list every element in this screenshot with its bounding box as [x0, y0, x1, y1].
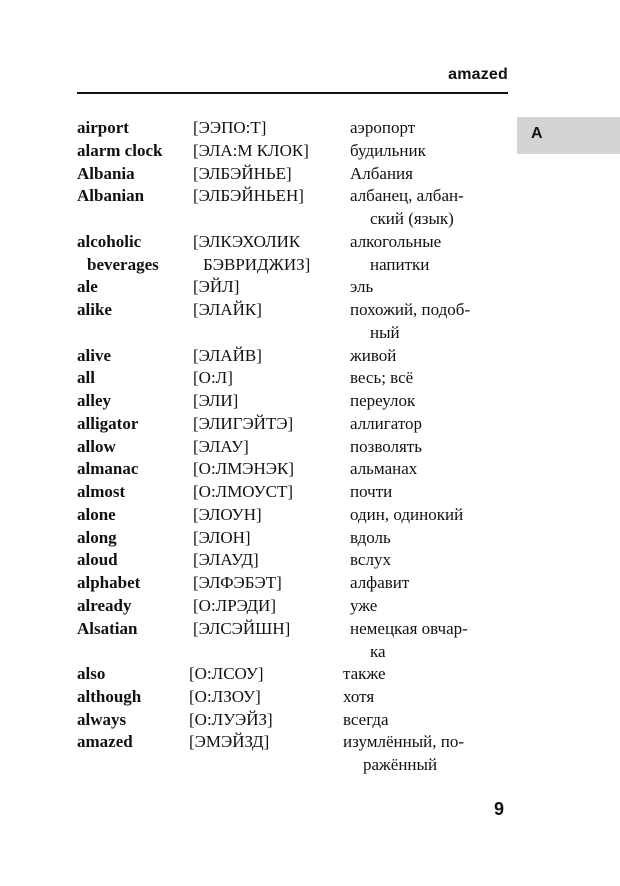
- entry-transcription-line: [О:ЛСОУ]: [189, 664, 264, 683]
- entry-headword-line: beverages: [87, 254, 159, 274]
- entry-headword-line: ale: [77, 277, 98, 297]
- entry-translation-line: всегда: [343, 709, 389, 729]
- entry-transcription: [193, 366, 233, 389]
- entry-headword-line: alphabet: [77, 573, 141, 592]
- entry-headword: [77, 366, 95, 389]
- dictionary-entry: [77, 526, 507, 549]
- entry-translation-line: живой: [350, 345, 397, 365]
- entry-transcription-line: [ЭМЭЙЗД]: [189, 732, 270, 752]
- dictionary-entry: [77, 275, 507, 298]
- dictionary-entry: [77, 298, 507, 344]
- entry-headword-line: Albania: [77, 163, 135, 183]
- entry-transcription-line: [ЭЛАУ]: [193, 436, 249, 456]
- entry-headword: [77, 116, 129, 139]
- entry-transcription: [193, 571, 282, 594]
- entry-translation-line: вслух: [350, 550, 391, 570]
- entry-translation: [350, 435, 422, 458]
- entry-headword: [77, 503, 116, 526]
- entry-transcription-line: [ЭЛИ]: [193, 391, 239, 410]
- entry-translation: [350, 275, 373, 298]
- dictionary-entry: [77, 389, 507, 412]
- entry-headword: [77, 571, 140, 594]
- entry-transcription-line: [ЭЛАЙВ]: [193, 345, 262, 365]
- entry-translation: [343, 708, 389, 731]
- dictionary-entry: [77, 662, 507, 685]
- entry-transcription-line: БЭВРИДЖИЗ]: [203, 254, 311, 274]
- entry-transcription: [193, 594, 276, 617]
- entry-transcription-line: [ЭЙЛ]: [193, 277, 240, 297]
- entry-headword: [77, 275, 98, 298]
- entry-transcription: [189, 708, 273, 731]
- entry-translation: [350, 571, 409, 594]
- dictionary-entry: [77, 184, 507, 230]
- entry-headword-line: alarm clock: [77, 140, 163, 160]
- entry-transcription-line: [О:ЛМОУСТ]: [193, 482, 294, 501]
- entry-transcription: [193, 526, 251, 549]
- entry-transcription: [189, 730, 269, 753]
- entry-translation: [350, 594, 377, 617]
- entry-transcription: [189, 685, 261, 708]
- entry-transcription: [193, 162, 292, 185]
- entry-transcription-line: [ЭЛКЭХОЛИК: [193, 231, 301, 251]
- dictionary-entry: [77, 571, 507, 594]
- entry-transcription-line: [ЭЭПО:Т]: [193, 118, 267, 137]
- entry-translation-line: альманах: [350, 459, 418, 479]
- entry-headword: [77, 389, 111, 412]
- entry-transcription-line: [ЭЛСЭЙШН]: [193, 618, 291, 638]
- entry-transcription: [193, 116, 266, 139]
- entry-translation-line: аэропорт: [350, 118, 416, 137]
- entry-headword: [77, 230, 159, 276]
- entry-transcription: [193, 275, 239, 298]
- entry-transcription-line: [О:ЛРЭДИ]: [193, 595, 276, 615]
- dictionary-entry: [77, 435, 507, 458]
- entry-transcription: [193, 298, 262, 321]
- entry-transcription-line: [ЭЛБЭЙНЬЕН]: [193, 186, 304, 206]
- tab-letter: A: [531, 125, 543, 142]
- entry-transcription-line: [ЭЛФЭБЭТ]: [193, 573, 282, 592]
- entry-headword-line: all: [77, 368, 95, 388]
- entry-transcription: [193, 230, 310, 276]
- entry-translation-line: албанец, албан-: [350, 186, 464, 206]
- entry-headword-line: airport: [77, 118, 129, 137]
- entry-transcription: [189, 662, 264, 685]
- entry-transcription-line: [ЭЛИГЭЙТЭ]: [193, 413, 294, 433]
- entry-translation-line: алфавит: [350, 573, 410, 592]
- dictionary-entry: [77, 480, 507, 503]
- alphabet-tab: [517, 117, 620, 154]
- dictionary-entry: [77, 503, 507, 526]
- entry-translation: [350, 366, 413, 389]
- dictionary-entry: [77, 708, 507, 731]
- entry-transcription: [193, 139, 309, 162]
- entry-translation-line: похожий, подоб-: [350, 300, 471, 319]
- entry-translation-line: хотя: [343, 686, 375, 706]
- entry-translation-line: напитки: [370, 254, 430, 274]
- entry-translation: [350, 230, 441, 276]
- entry-translation: [350, 389, 415, 412]
- entry-translation-line: алкогольные: [350, 231, 442, 251]
- entry-headword-line: Albanian: [77, 186, 145, 206]
- entry-transcription: [193, 344, 262, 367]
- entry-transcription-line: [О:ЛМЭНЭК]: [193, 459, 295, 479]
- dictionary-entry: [77, 617, 507, 663]
- dictionary-entry: [77, 162, 507, 185]
- entry-translation-line: немецкая овчар-: [350, 618, 468, 638]
- entry-headword-line: also: [77, 664, 106, 683]
- entry-translation: [343, 662, 386, 685]
- entry-transcription: [193, 184, 304, 207]
- entry-headword-line: alive: [77, 345, 111, 365]
- entry-translation-line: ный: [370, 323, 400, 342]
- entry-transcription: [193, 503, 262, 526]
- entry-headword-line: alley: [77, 391, 111, 410]
- entry-translation-line: будильник: [350, 140, 426, 160]
- entry-headword-line: allow: [77, 436, 116, 456]
- entry-translation-line: вдоль: [350, 527, 391, 547]
- entry-translation: [350, 526, 391, 549]
- entry-translation-line: Албания: [350, 163, 413, 183]
- entry-headword-line: although: [77, 686, 142, 706]
- entry-transcription: [193, 435, 249, 458]
- dictionary-entry: [77, 412, 507, 435]
- entry-transcription-line: [ЭЛОУН]: [193, 504, 262, 524]
- page-number: 9: [494, 799, 505, 819]
- entry-headword: [77, 344, 111, 367]
- entry-transcription: [193, 617, 290, 640]
- entry-translation-line: один, одинокий: [350, 504, 464, 524]
- entry-headword: [77, 435, 116, 458]
- entry-transcription-line: [ЭЛА:М КЛОК]: [193, 140, 309, 160]
- entry-translation-line: ка: [370, 641, 386, 661]
- entry-headword-line: already: [77, 595, 132, 615]
- entry-translation: [350, 298, 470, 344]
- entry-translation: [350, 344, 396, 367]
- entry-headword: [77, 412, 138, 435]
- entry-transcription-line: [О:ЛУЭЙЗ]: [189, 709, 273, 729]
- entry-transcription-line: [ЭЛОН]: [193, 527, 251, 547]
- entry-translation-line: почти: [350, 482, 393, 501]
- entry-headword: [77, 184, 144, 207]
- entry-headword: [77, 730, 133, 753]
- entry-headword: [77, 594, 131, 617]
- dictionary-entry: [77, 685, 507, 708]
- entry-headword-line: Alsatian: [77, 618, 138, 638]
- entry-translation: [350, 139, 426, 162]
- entry-transcription: [193, 480, 293, 503]
- header-rule: [77, 92, 508, 94]
- entry-transcription-line: [О:Л]: [193, 368, 233, 388]
- entry-transcription-line: [ЭЛБЭЙНЬЕ]: [193, 163, 292, 183]
- entry-headword: [77, 708, 126, 731]
- dictionary-entry: [77, 457, 507, 480]
- entry-translation: [350, 412, 422, 435]
- entry-translation: [350, 184, 464, 230]
- entry-headword: [77, 548, 118, 571]
- entry-translation: [350, 457, 417, 480]
- dictionary-entries: [77, 116, 507, 776]
- entry-translation: [350, 617, 468, 663]
- entry-translation-line: также: [343, 664, 386, 683]
- dictionary-entry: [77, 366, 507, 389]
- entry-translation: [350, 162, 413, 185]
- entry-transcription-line: [О:ЛЗОУ]: [189, 686, 261, 706]
- entry-transcription: [193, 548, 259, 571]
- entry-headword: [77, 480, 125, 503]
- entry-translation-line: переулок: [350, 391, 416, 410]
- entry-translation: [350, 480, 392, 503]
- entry-headword-line: almost: [77, 482, 126, 501]
- entry-translation-line: уже: [350, 595, 378, 615]
- entry-headword-line: amazed: [77, 732, 133, 752]
- entry-headword-line: alligator: [77, 413, 139, 433]
- entry-transcription: [193, 412, 293, 435]
- entry-transcription-line: [ЭЛАУД]: [193, 550, 259, 570]
- entry-translation-line: ражённый: [363, 755, 438, 775]
- entry-transcription: [193, 457, 294, 480]
- entry-headword-line: almanac: [77, 459, 139, 479]
- entry-headword-line: always: [77, 709, 127, 729]
- dictionary-entry: [77, 730, 507, 776]
- entry-headword: [77, 526, 117, 549]
- entry-translation: [350, 116, 415, 139]
- dictionary-entry: [77, 548, 507, 571]
- entry-headword-line: aloud: [77, 550, 118, 570]
- entry-headword: [77, 685, 141, 708]
- entry-translation-line: изумлённый, по-: [343, 732, 464, 752]
- dictionary-entry: [77, 139, 507, 162]
- entry-headword: [77, 298, 112, 321]
- entry-translation-line: ский (язык): [370, 209, 454, 229]
- entry-translation: [350, 503, 463, 526]
- dictionary-entry: [77, 594, 507, 617]
- entry-translation: [343, 685, 374, 708]
- running-head: amazed: [448, 66, 508, 83]
- entry-headword-line: along: [77, 527, 117, 547]
- entry-headword: [77, 617, 137, 640]
- entry-translation-line: позволять: [350, 436, 422, 456]
- dictionary-entry: [77, 230, 507, 276]
- entry-headword-line: alcoholic: [77, 231, 142, 251]
- entry-headword: [77, 662, 105, 685]
- entry-translation-line: аллигатор: [350, 413, 423, 433]
- entry-headword: [77, 457, 138, 480]
- entry-headword-line: alike: [77, 300, 112, 319]
- entry-transcription-line: [ЭЛАЙК]: [193, 300, 262, 319]
- dictionary-entry: [77, 116, 507, 139]
- entry-translation: [350, 548, 391, 571]
- entry-translation-line: весь; всё: [350, 368, 414, 388]
- entry-translation-line: эль: [350, 277, 374, 297]
- entry-transcription: [193, 389, 238, 412]
- entry-translation: [343, 730, 464, 776]
- dictionary-entry: [77, 344, 507, 367]
- entry-headword-line: alone: [77, 504, 116, 524]
- entry-headword: [77, 162, 135, 185]
- entry-headword: [77, 139, 162, 162]
